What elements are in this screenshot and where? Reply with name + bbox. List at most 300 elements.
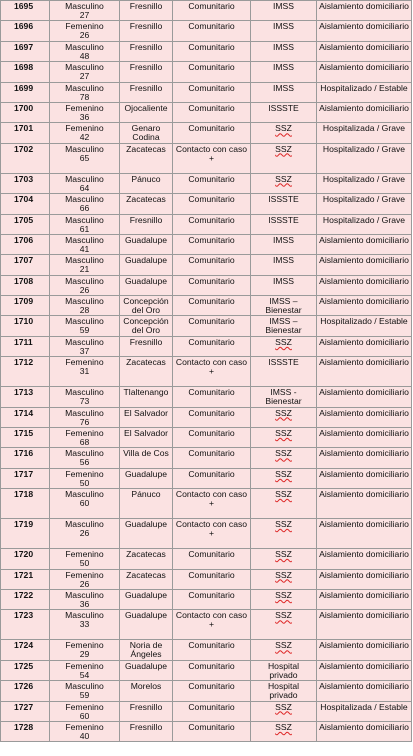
status-cell: Aislamiento domiciliario [317,21,412,41]
municipality-cell: Zacatecas [120,143,173,173]
status-cell: Aislamiento domiciliario [317,589,412,609]
sex-label: Femenino [65,21,104,32]
table-row [1,428,412,448]
sex-age-cell [50,234,120,254]
sex-label: Masculino [65,407,104,418]
institution-cell [251,296,317,316]
municipality-cell: Zacatecas [120,569,173,589]
institution-cell [251,82,317,102]
table-row [1,21,412,41]
institution-cell [251,214,317,234]
case-number-cell: 1721 [1,569,50,589]
sex-age-cell [50,82,120,102]
sex-label: Masculino [65,194,104,205]
sex-label: Femenino [65,468,104,479]
municipality-cell: Concepción del Oro [120,316,173,336]
sex-label: Masculino [65,489,104,500]
age-label: 37 [79,345,90,356]
case-number-cell: 1726 [1,681,50,701]
institution-label: IMSS [272,234,294,245]
age-label: 36 [79,111,90,122]
sex-label: Masculino [65,41,104,52]
table-row [1,701,412,721]
age-label: 60 [79,498,90,509]
institution-label: ISSSTE [268,357,299,368]
sex-label: Masculino [65,275,104,286]
table-row [1,1,412,21]
municipality-cell: Zacatecas [120,194,173,214]
case-number-cell: 1710 [1,316,50,336]
status-cell: Aislamiento domiciliario [317,721,412,741]
institution-cell [251,336,317,356]
institution-cell [251,62,317,82]
status-cell: Aislamiento domiciliario [317,234,412,254]
sex-age-cell [50,357,120,387]
age-label: 36 [79,598,90,609]
municipality-cell: Fresnillo [120,1,173,21]
institution-label: SSZ [275,721,292,732]
transmission-type-cell: Comunitario [173,102,251,122]
case-number-cell: 1715 [1,428,50,448]
age-label: 59 [79,325,90,336]
case-number-cell: 1725 [1,660,50,680]
municipality-cell: Fresnillo [120,41,173,61]
status-cell: Aislamiento domiciliario [317,569,412,589]
transmission-type-cell: Comunitario [173,448,251,468]
sex-label: Femenino [65,357,104,368]
table-row [1,255,412,275]
sex-label: Masculino [65,519,104,530]
case-number-cell: 1718 [1,489,50,519]
institution-cell [251,255,317,275]
institution-cell [251,173,317,193]
age-label: 73 [79,396,90,407]
municipality-cell: Fresnillo [120,701,173,721]
institution-label: SSZ [275,549,292,560]
institution-label: SSZ [275,143,292,154]
sex-label: Femenino [65,428,104,439]
status-cell: Aislamiento domiciliario [317,387,412,407]
sex-label: Masculino [65,296,104,307]
table-row [1,173,412,193]
municipality-cell: Guadalupe [120,255,173,275]
table-row [1,41,412,61]
municipality-cell: Guadalupe [120,275,173,295]
table-row [1,549,412,569]
case-number-cell: 1707 [1,255,50,275]
sex-label: Masculino [65,173,104,184]
municipality-cell: Fresnillo [120,82,173,102]
age-label: 64 [79,182,90,193]
case-number-cell: 1705 [1,214,50,234]
institution-cell [251,660,317,680]
institution-label: SSZ [275,519,292,530]
sex-age-cell [50,428,120,448]
institution-label: SSZ [275,489,292,500]
age-label: 41 [79,243,90,254]
institution-cell [251,102,317,122]
sex-age-cell [50,701,120,721]
case-number-cell: 1728 [1,721,50,741]
municipality-cell: Tlaltenango [120,387,173,407]
table-row [1,448,412,468]
transmission-type-cell: Contacto con caso + [173,489,251,519]
municipality-cell: Zacatecas [120,357,173,387]
institution-label: IMSS [272,62,294,73]
transmission-type-cell: Comunitario [173,660,251,680]
institution-label: IMSS [272,1,294,11]
transmission-type-cell: Contacto con caso + [173,357,251,387]
case-number-cell: 1700 [1,102,50,122]
status-cell: Aislamiento domiciliario [317,610,412,640]
institution-cell [251,489,317,519]
case-number-cell: 1714 [1,407,50,427]
institution-label: SSZ [275,589,292,600]
municipality-cell: Concepción del Oro [120,296,173,316]
sex-label: Masculino [65,1,104,11]
sex-label: Femenino [65,640,104,651]
case-number-cell: 1709 [1,296,50,316]
institution-cell [251,701,317,721]
sex-age-cell [50,468,120,488]
age-label: 78 [79,91,90,102]
institution-cell [251,194,317,214]
sex-age-cell [50,336,120,356]
sex-label: Femenino [65,102,104,113]
municipality-cell: Morelos [120,681,173,701]
sex-age-cell [50,569,120,589]
sex-age-cell [50,1,120,21]
sex-label: Masculino [65,214,104,225]
age-label: 33 [79,619,90,630]
table-row [1,660,412,680]
sex-label: Masculino [65,336,104,347]
table-row [1,214,412,234]
institution-cell [251,407,317,427]
case-number-cell: 1704 [1,194,50,214]
age-label: 26 [79,578,90,589]
institution-label: ISSSTE [268,102,299,113]
table-row [1,468,412,488]
institution-label: IMSS [272,21,294,32]
institution-label: SSZ [275,701,292,712]
case-number-cell: 1711 [1,336,50,356]
institution-label: IMSS [272,275,294,286]
transmission-type-cell: Contacto con caso + [173,610,251,640]
table-row [1,143,412,173]
transmission-type-cell: Comunitario [173,123,251,143]
sex-label: Masculino [65,589,104,600]
municipality-cell: Noria de Ángeles [120,640,173,660]
status-cell: Hospitalizado / Grave [317,214,412,234]
institution-label: ISSSTE [268,194,299,205]
sex-age-cell [50,173,120,193]
age-label: 40 [79,730,90,741]
table-row [1,357,412,387]
institution-cell [251,41,317,61]
institution-cell [251,143,317,173]
transmission-type-cell: Contacto con caso + [173,519,251,549]
transmission-type-cell: Contacto con caso + [173,143,251,173]
status-cell: Aislamiento domiciliario [317,102,412,122]
status-cell: Aislamiento domiciliario [317,255,412,275]
institution-cell [251,610,317,640]
age-label: 28 [79,305,90,316]
age-label: 26 [79,30,90,41]
case-number-cell: 1724 [1,640,50,660]
municipality-cell: Fresnillo [120,21,173,41]
case-number-cell: 1716 [1,448,50,468]
institution-label: SSZ [275,640,292,651]
table-row [1,102,412,122]
municipality-cell: El Salvador [120,407,173,427]
institution-label: IMSS [272,255,294,266]
case-number-cell: 1720 [1,549,50,569]
case-number-cell: 1708 [1,275,50,295]
institution-label: IMSS [272,82,294,93]
institution-label: ISSSTE [268,214,299,225]
sex-age-cell [50,721,120,741]
sex-label: Masculino [65,387,104,398]
institution-cell [251,123,317,143]
transmission-type-cell: Comunitario [173,214,251,234]
municipality-cell: Guadalupe [120,660,173,680]
transmission-type-cell: Comunitario [173,21,251,41]
status-cell: Aislamiento domiciliario [317,275,412,295]
age-label: 68 [79,437,90,448]
transmission-type-cell: Comunitario [173,296,251,316]
status-cell: Aislamiento domiciliario [317,448,412,468]
transmission-type-cell: Comunitario [173,407,251,427]
transmission-type-cell: Comunitario [173,194,251,214]
table-row [1,336,412,356]
institution-cell [251,640,317,660]
sex-age-cell [50,296,120,316]
status-cell: Hospitalizado / Grave [317,194,412,214]
status-cell: Aislamiento domiciliario [317,407,412,427]
table-row [1,721,412,741]
transmission-type-cell: Comunitario [173,428,251,448]
institution-cell [251,519,317,549]
institution-cell [251,316,317,336]
sex-age-cell [50,549,120,569]
sex-label: Masculino [65,316,104,327]
case-number-cell: 1722 [1,589,50,609]
transmission-type-cell: Comunitario [173,721,251,741]
institution-cell [251,589,317,609]
sex-age-cell [50,489,120,519]
sex-age-cell [50,102,120,122]
case-number-cell: 1698 [1,62,50,82]
sex-age-cell [50,448,120,468]
sex-label: Femenino [65,123,104,134]
institution-cell [251,681,317,701]
case-number-cell: 1719 [1,519,50,549]
municipality-cell: Guadalupe [120,610,173,640]
sex-age-cell [50,41,120,61]
institution-label: SSZ [275,407,292,418]
age-label: 29 [79,649,90,660]
age-label: 60 [79,710,90,721]
age-label: 21 [79,264,90,275]
status-cell: Hospitalizado / Grave [317,143,412,173]
status-cell: Aislamiento domiciliario [317,468,412,488]
sex-label: Masculino [65,255,104,266]
sex-label: Femenino [65,701,104,712]
transmission-type-cell: Comunitario [173,82,251,102]
institution-cell [251,21,317,41]
institution-cell [251,428,317,448]
age-label: 76 [79,416,90,427]
status-cell: Aislamiento domiciliario [317,549,412,569]
institution-label: SSZ [275,123,292,134]
age-label: 65 [79,152,90,163]
sex-label: Masculino [65,62,104,73]
case-number-cell: 1702 [1,143,50,173]
case-number-cell: 1712 [1,357,50,387]
status-cell: Aislamiento domiciliario [317,681,412,701]
case-number-cell: 1699 [1,82,50,102]
institution-cell [251,448,317,468]
transmission-type-cell: Comunitario [173,275,251,295]
institution-cell [251,569,317,589]
transmission-type-cell: Comunitario [173,234,251,254]
transmission-type-cell: Comunitario [173,316,251,336]
age-label: 48 [79,50,90,61]
table-row [1,589,412,609]
institution-label: SSZ [275,468,292,479]
table-row [1,569,412,589]
table-row [1,275,412,295]
transmission-type-cell: Comunitario [173,468,251,488]
municipality-cell: Guadalupe [120,519,173,549]
transmission-type-cell: Comunitario [173,549,251,569]
municipality-cell: Guadalupe [120,468,173,488]
sex-age-cell [50,640,120,660]
sex-label: Femenino [65,660,104,671]
age-label: 54 [79,669,90,680]
municipality-cell: El Salvador [120,428,173,448]
sex-age-cell [50,143,120,173]
case-number-cell: 1697 [1,41,50,61]
status-cell: Aislamiento domiciliario [317,640,412,660]
table-row [1,387,412,407]
institution-label: IMSS [272,41,294,52]
sex-age-cell [50,255,120,275]
status-cell: Hospitalizado / Grave [317,173,412,193]
age-label: 26 [79,528,90,539]
transmission-type-cell: Comunitario [173,173,251,193]
institution-cell [251,357,317,387]
age-label: 50 [79,477,90,488]
municipality-cell: Fresnillo [120,336,173,356]
municipality-cell: Fresnillo [120,721,173,741]
institution-label: SSZ [275,448,292,459]
table-row [1,681,412,701]
sex-label: Masculino [65,143,104,154]
institution-cell [251,387,317,407]
institution-cell [251,721,317,741]
institution-cell [251,234,317,254]
institution-label: IMSS – Bienestar [265,316,302,336]
sex-age-cell [50,214,120,234]
age-label: 31 [79,366,90,377]
municipality-cell: Villa de Cos [120,448,173,468]
transmission-type-cell: Comunitario [173,640,251,660]
institution-label: Hospital privado [267,681,300,701]
case-number-cell: 1717 [1,468,50,488]
sex-age-cell [50,21,120,41]
table-row [1,519,412,549]
municipality-cell: Fresnillo [120,214,173,234]
case-number-cell: 1727 [1,701,50,721]
status-cell: Aislamiento domiciliario [317,660,412,680]
case-number-cell: 1723 [1,610,50,640]
table-row [1,123,412,143]
age-label: 42 [79,132,90,143]
status-cell: Aislamiento domiciliario [317,357,412,387]
municipality-cell: Ojocaliente [120,102,173,122]
transmission-type-cell: Comunitario [173,569,251,589]
transmission-type-cell: Comunitario [173,387,251,407]
institution-label: SSZ [275,173,292,184]
institution-label: SSZ [275,336,292,347]
transmission-type-cell: Comunitario [173,1,251,21]
municipality-cell: Zacatecas [120,549,173,569]
institution-label: IMSS – Bienestar [265,296,302,316]
sex-label: Masculino [65,610,104,621]
case-number-cell: 1695 [1,1,50,21]
age-label: 59 [79,690,90,701]
institution-cell [251,549,317,569]
table-row [1,296,412,316]
institution-cell [251,1,317,21]
status-cell: Hospitalizado / Estable [317,82,412,102]
transmission-type-cell: Comunitario [173,681,251,701]
transmission-type-cell: Comunitario [173,336,251,356]
table-row [1,316,412,336]
sex-age-cell [50,660,120,680]
institution-label: SSZ [275,428,292,439]
status-cell: Hospitalizada / Grave [317,123,412,143]
status-cell: Aislamiento domiciliario [317,41,412,61]
table-row [1,194,412,214]
institution-label: IMSS - Bienestar [265,387,302,407]
status-cell: Aislamiento domiciliario [317,62,412,82]
municipality-cell: Guadalupe [120,234,173,254]
age-label: 27 [79,10,90,20]
table-row [1,82,412,102]
status-cell: Aislamiento domiciliario [317,296,412,316]
status-cell: Aislamiento domiciliario [317,428,412,448]
sex-age-cell [50,387,120,407]
municipality-cell: Fresnillo [120,62,173,82]
sex-label: Masculino [65,448,104,459]
municipality-cell: Guadalupe [120,589,173,609]
institution-cell [251,468,317,488]
case-number-cell: 1713 [1,387,50,407]
sex-age-cell [50,681,120,701]
table-row [1,62,412,82]
municipality-cell: Pánuco [120,489,173,519]
age-label: 27 [79,71,90,82]
sex-label: Femenino [65,569,104,580]
status-cell: Aislamiento domiciliario [317,519,412,549]
sex-age-cell [50,194,120,214]
sex-age-cell [50,610,120,640]
cases-table-body [1,1,412,742]
sex-age-cell [50,62,120,82]
